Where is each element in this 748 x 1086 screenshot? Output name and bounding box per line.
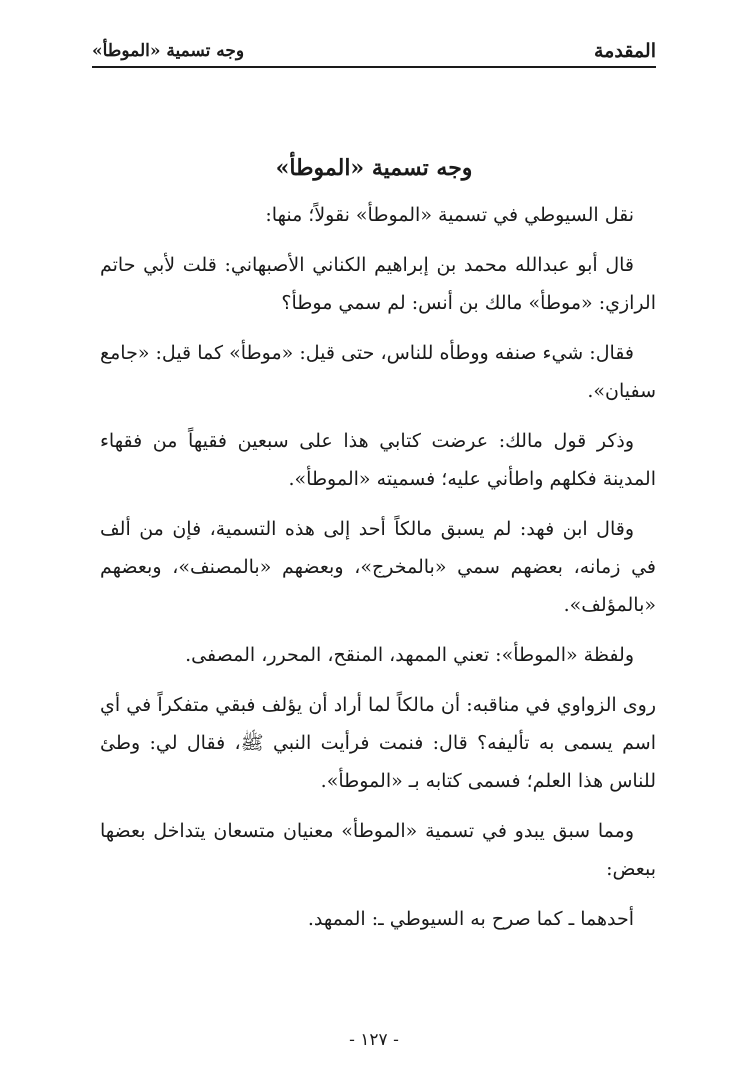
paragraph-2: قال أبو عبدالله محمد بن إبراهيم الكناني الأصبهاني: قلت لأبي حاتم الرازي: «موطأ» مالك بن أنس: لم سمي موطأ؟ [100,254,656,314]
paragraph-1: نقل السيوطي في تسمية «الموطأ» نقولاً؛ منها: [265,204,634,226]
paragraph-9: أحدهما ـ كما صرح به السيوطي ـ: الممهد. [307,908,634,930]
paragraph-5: وقال ابن فهد: لم يسبق مالكاً أحد إلى هذه التسمية، فإن من ألف في زمانه، بعضهم سمي «بالمخرج»، وبعضهم «بالمصنف»، وبعضهم «بالمؤلف». [100,518,656,616]
running-header [92,38,656,66]
header-section-title: وجه تسمية «الموطأ» [92,41,245,61]
page-number: - ١٢٧ - [349,1030,399,1050]
section-title: وجه تسمية «الموطأ» [275,155,473,181]
header-rule [92,66,656,68]
paragraph-4: وذكر قول مالك: عرضت كتابي هذا على سبعين فقيهاً من فقهاء المدينة فكلهم واطأني عليه؛ فسميته «الموطأ». [100,430,656,490]
paragraph-8: ومما سبق يبدو في تسمية «الموطأ» معنيان متسعان يتداخل بعضها ببعض: [100,820,656,880]
paragraph-7: روى الزواوي في مناقبه: أن مالكاً لما أراد أن يؤلف فبقي متفكراً في أي اسم يسمى به تأليفه؟ قال: فنمت فرأيت النبي ﷺ، فقال لي: وطئ للناس هذا العلم؛ فسمى كتابه بـ «الموطأ». [100,694,656,792]
paragraph-3: فقال: شيء صنفه ووطأه للناس، حتى قيل: «موطأ» كما قيل: «جامع سفيان». [100,342,656,402]
paragraph-6: ولفظة «الموطأ»: تعني الممهد، المنقح، المحرر، المصفى. [185,644,634,666]
body-text [100,196,656,950]
header-chapter-title: المقدمة [593,40,656,62]
